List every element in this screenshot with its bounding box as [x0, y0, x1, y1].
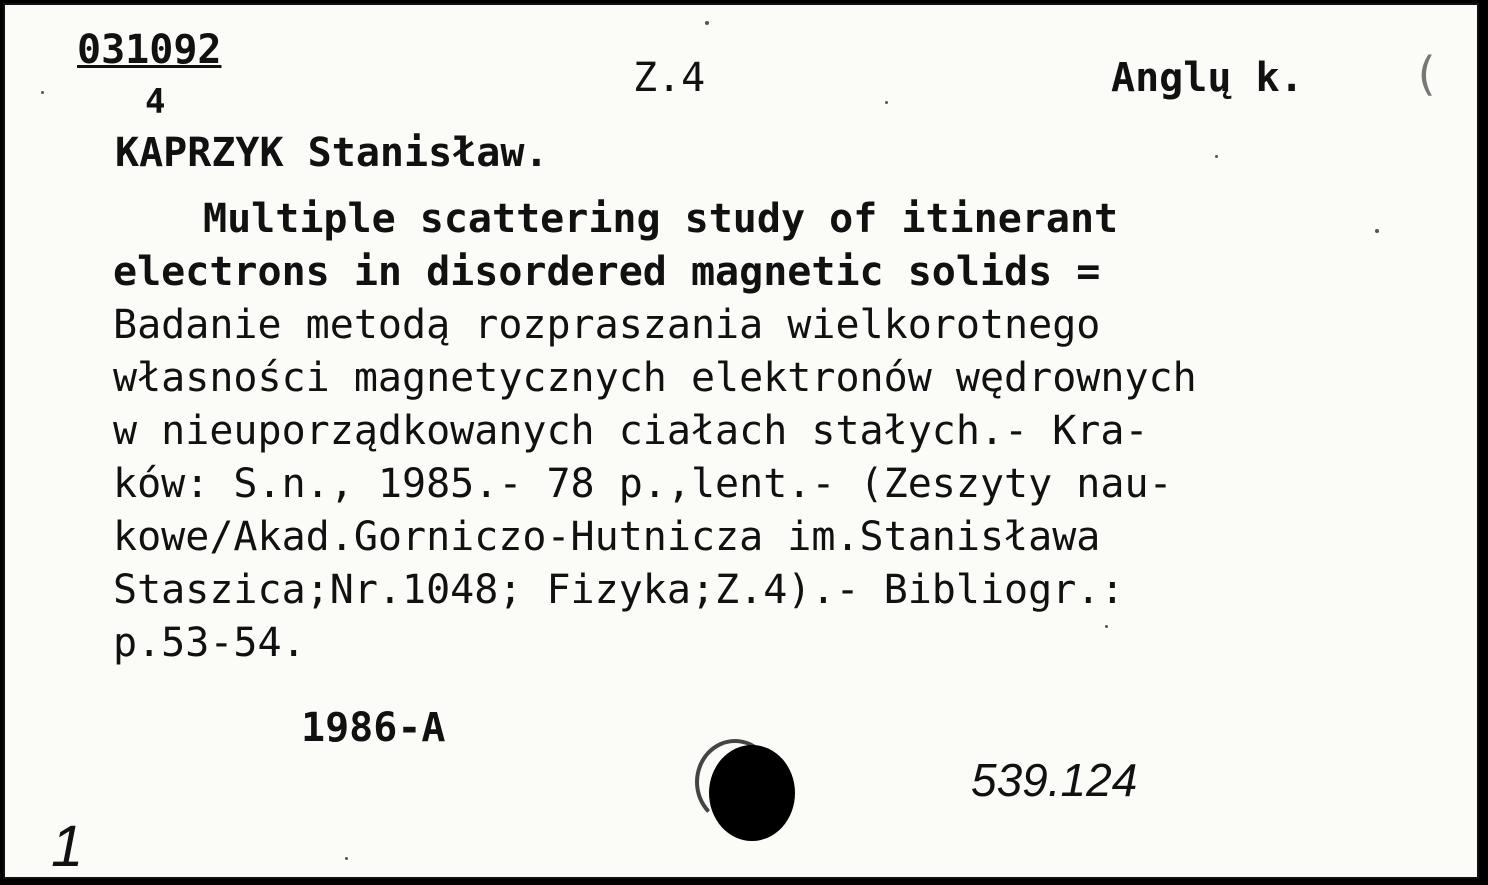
catalog-card: [3, 3, 1479, 879]
ink-speck: [885, 101, 888, 104]
description-line: w nieuporządkowanych ciałach stałych.- Kra-: [113, 408, 1149, 454]
author-heading: KAPRZYK Stanisław.: [115, 130, 549, 176]
accession-number: 1986-A: [301, 705, 446, 751]
udc-classification: 539.124: [971, 754, 1138, 806]
shelfmark-sub: 4: [145, 82, 166, 122]
description-line: Staszica;Nr.1048; Fizyka;Z.4).- Bibliogr.:: [113, 567, 1125, 613]
description-line: Badanie metodą rozpraszania wielkorotnego: [113, 302, 1101, 348]
ink-speck: [705, 21, 709, 25]
description-line: ków: S.n., 1985.- 78 p.,lent.- (Zeszyty nau-: [113, 461, 1173, 507]
ink-speck: [1105, 625, 1108, 628]
handwritten-number: 1: [51, 814, 84, 879]
ink-speck: [1215, 155, 1218, 158]
description-line: własności magnetycznych elektronów wędrownych: [113, 355, 1197, 401]
ink-speck: [345, 857, 348, 860]
bibliographic-description: [113, 193, 1197, 670]
description-line: p.53-54.: [113, 620, 306, 666]
description-line: kowe/Akad.Gorniczo-Hutnicza im.Stanisława: [113, 514, 1101, 560]
series-part: Z.4: [633, 55, 706, 101]
ink-speck: [1375, 229, 1379, 233]
ink-speck: [41, 91, 44, 94]
description-line: Multiple scattering study of itinerant: [203, 196, 1119, 242]
language-note: Anglų k.: [1111, 55, 1304, 101]
ink-stamp: [709, 745, 795, 841]
margin-mark: (: [1412, 47, 1440, 101]
description-line: electrons in disordered magnetic solids =: [113, 249, 1101, 295]
shelfmark: 031092: [77, 27, 222, 73]
